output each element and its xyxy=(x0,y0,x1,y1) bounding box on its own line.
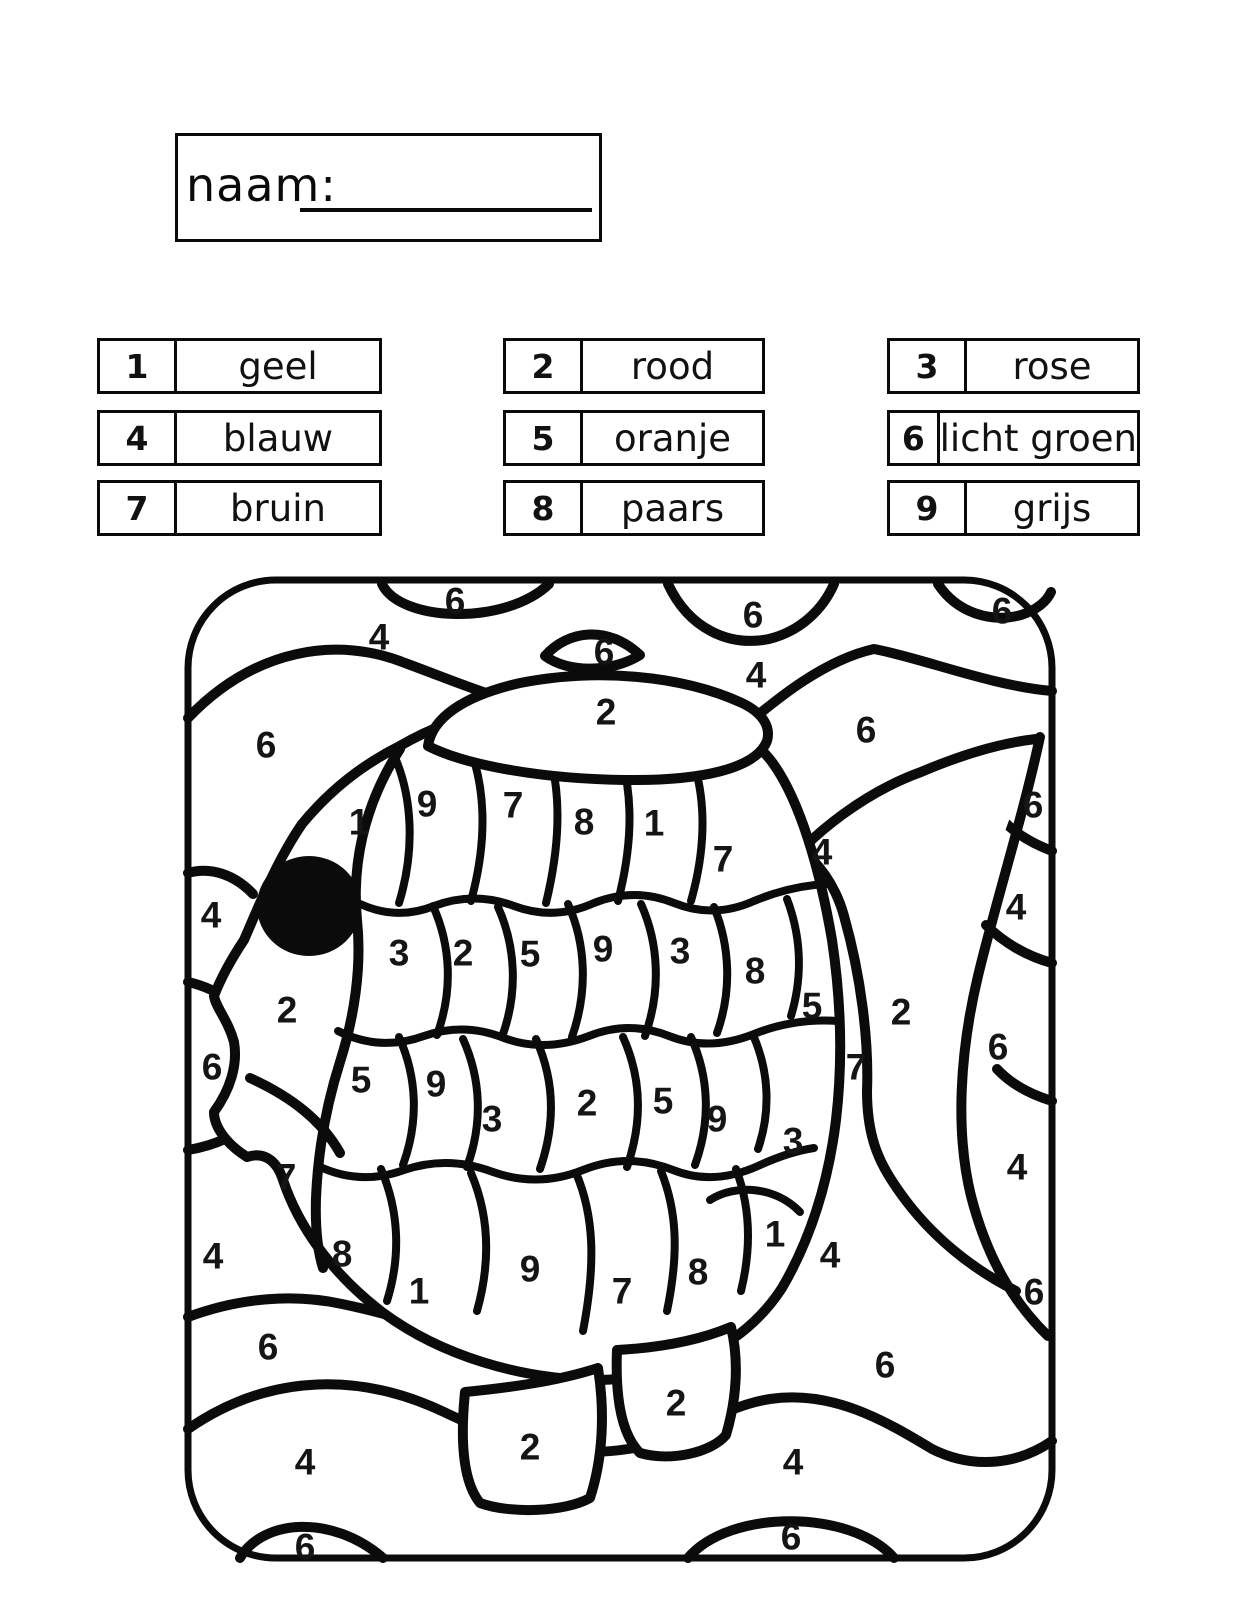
region-number: 2 xyxy=(665,1382,687,1424)
region-number: 6 xyxy=(780,1516,802,1558)
region-number: 4 xyxy=(782,1441,804,1483)
region-number: 5 xyxy=(652,1080,674,1122)
region-number: 4 xyxy=(202,1235,224,1277)
region-number: 6 xyxy=(201,1046,223,1088)
region-number: 6 xyxy=(444,580,466,622)
region-number: 4 xyxy=(200,894,222,936)
legend-label: bruin xyxy=(230,486,326,530)
legend-number: 5 xyxy=(506,413,583,463)
legend-number: 4 xyxy=(100,413,177,463)
region-number: 4 xyxy=(1006,1146,1028,1188)
legend-number: 8 xyxy=(506,483,583,533)
region-number: 2 xyxy=(576,1082,598,1124)
legend-number: 3 xyxy=(890,341,967,391)
wave-right-arc xyxy=(997,1069,1052,1101)
region-number: 1 xyxy=(643,802,665,844)
region-number: 6 xyxy=(255,724,277,766)
region-number: 6 xyxy=(1022,784,1044,826)
region-number: 6 xyxy=(1023,1271,1045,1313)
region-number: 7 xyxy=(845,1046,867,1088)
region-number: 4 xyxy=(294,1441,316,1483)
region-number: 5 xyxy=(350,1059,372,1101)
region-number: 7 xyxy=(275,1156,297,1198)
fish-eye xyxy=(257,856,361,956)
region-number: 2 xyxy=(276,989,298,1031)
region-number: 6 xyxy=(991,590,1013,632)
region-number: 6 xyxy=(987,1026,1009,1068)
region-number: 8 xyxy=(744,950,766,992)
region-number: 2 xyxy=(890,991,912,1033)
region-number: 8 xyxy=(573,801,595,843)
region-number: 1 xyxy=(348,801,370,843)
region-number: 6 xyxy=(874,1344,896,1386)
region-number: 4 xyxy=(1005,886,1027,928)
region-number: 7 xyxy=(611,1270,633,1312)
legend-label: grijs xyxy=(1012,486,1092,530)
region-number: 3 xyxy=(481,1098,503,1140)
region-number: 6 xyxy=(257,1326,279,1368)
legend-number: 9 xyxy=(890,483,967,533)
legend-number: 7 xyxy=(100,483,177,533)
wave-lens xyxy=(545,634,640,668)
legend-label: rood xyxy=(630,344,715,388)
region-number: 2 xyxy=(519,1426,541,1468)
legend-number: 6 xyxy=(890,413,940,463)
legend-label: blauw xyxy=(222,416,334,460)
region-number: 7 xyxy=(712,838,734,880)
region-number: 3 xyxy=(669,930,691,972)
region-number: 5 xyxy=(519,933,541,975)
region-number: 8 xyxy=(687,1251,709,1293)
legend-label: rose xyxy=(1012,344,1092,388)
legend-number: 2 xyxy=(506,341,583,391)
region-number: 4 xyxy=(745,654,767,696)
region-number: 4 xyxy=(811,831,833,873)
name-label: naam: xyxy=(186,158,337,212)
legend-label: paars xyxy=(620,486,725,530)
region-number: 6 xyxy=(855,709,877,751)
region-number: 4 xyxy=(368,616,390,658)
legend-label: licht groen xyxy=(939,416,1137,460)
region-number: 6 xyxy=(742,594,764,636)
region-number: 9 xyxy=(416,783,438,825)
region-number: 5 xyxy=(801,985,823,1027)
legend-label: oranje xyxy=(613,416,732,460)
region-number: 7 xyxy=(502,784,524,826)
wave-top-bump xyxy=(382,584,549,614)
wave-left-arc xyxy=(188,871,253,894)
region-number: 3 xyxy=(388,932,410,974)
region-number: 4 xyxy=(819,1234,841,1276)
legend-number: 1 xyxy=(100,341,177,391)
region-number: 3 xyxy=(782,1120,804,1162)
region-number: 6 xyxy=(294,1526,316,1568)
region-number: 6 xyxy=(593,631,615,673)
wave-right-arc xyxy=(986,925,1052,963)
legend-label: geel xyxy=(238,344,318,388)
region-number: 9 xyxy=(425,1063,447,1105)
region-number: 2 xyxy=(452,932,474,974)
region-number: 9 xyxy=(519,1248,541,1290)
region-number: 9 xyxy=(706,1098,728,1140)
region-number: 2 xyxy=(595,691,617,733)
region-number: 1 xyxy=(764,1213,786,1255)
region-number: 8 xyxy=(331,1233,353,1275)
region-number: 1 xyxy=(408,1270,430,1312)
region-number: 9 xyxy=(592,928,614,970)
